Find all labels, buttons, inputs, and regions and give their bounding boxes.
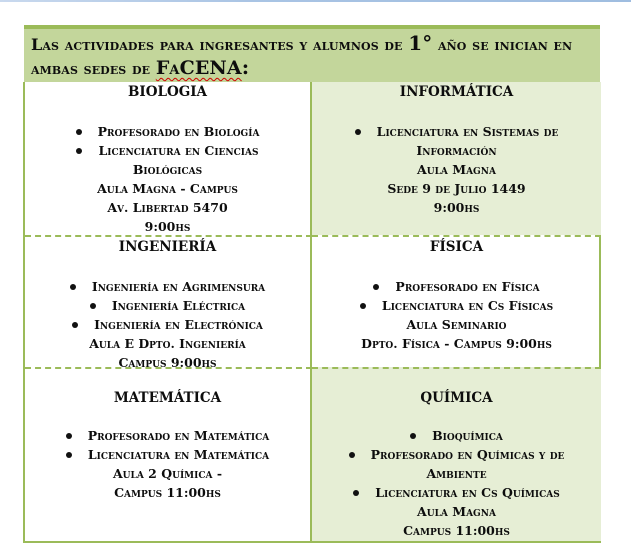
- time: Campus 11:00hs: [114, 485, 221, 500]
- list-item: Profesorado en Física: [318, 277, 595, 296]
- list-item: Ingeniería en Agrimensura: [31, 277, 304, 296]
- section-title: QUÍMICA: [420, 390, 493, 406]
- item-continuation: Información: [416, 143, 497, 158]
- section-title: INFORMÁTICA: [399, 84, 514, 100]
- list-item: Profesorado en Matemática: [31, 426, 304, 445]
- list-item: Ingeniería Eléctrica: [31, 296, 304, 315]
- bullet-icon: [355, 129, 361, 135]
- bullet-icon: [70, 284, 76, 290]
- location: Aula Magna - Campus: [97, 181, 238, 196]
- bullet-icon: [410, 433, 416, 439]
- section-title: FÍSICA: [429, 239, 484, 255]
- section-title: INGENIERÍA: [118, 239, 217, 255]
- location: Aula 2 Química -: [112, 466, 223, 481]
- bullet-icon: [76, 129, 82, 135]
- bullet-icon: [353, 490, 359, 496]
- time: 9:00hs: [144, 219, 191, 234]
- bullet-icon: [90, 303, 96, 309]
- document: [24, 25, 600, 543]
- bullet-icon: [373, 284, 379, 290]
- bullet-icon: [72, 322, 78, 328]
- list-item: Profesorado en Químicas y de: [318, 445, 595, 464]
- list-item: Bioquímica: [318, 426, 595, 445]
- section-matematica: [25, 367, 312, 541]
- list-item: Ingeniería en Electrónica: [31, 315, 304, 334]
- address: Av. Libertad 5470: [107, 200, 228, 215]
- bullet-icon: [66, 433, 72, 439]
- schedule-grid: [23, 82, 601, 543]
- list-item: Licenciatura en Matemática: [31, 445, 304, 464]
- announcement-header: [24, 25, 600, 82]
- header-line1-prefix: Las actividades para ingresantes y alumnos de: [31, 35, 409, 54]
- location: Aula E Dpto. Ingeniería: [89, 336, 246, 351]
- bullet-icon: [360, 303, 366, 309]
- list-item: Licenciatura en Ciencias: [31, 141, 304, 160]
- section-quimica: [312, 367, 601, 541]
- section-title: BIOLOGIA: [127, 84, 208, 100]
- header-line2-prefix: ambas sedes de: [31, 59, 156, 78]
- list-item: Licenciatura en Cs Físicas: [318, 296, 595, 315]
- time: Campus 9:00hs: [118, 355, 217, 370]
- header-line1-suffix: año se inician en: [432, 35, 573, 54]
- section-ingenieria: [25, 235, 312, 370]
- address: Sede 9 de Julio 1449: [387, 181, 526, 196]
- section-biologia: [25, 82, 312, 235]
- section-title: MATEMÁTICA: [113, 390, 222, 406]
- location: Aula Magna: [417, 504, 496, 519]
- time: 9:00hs: [433, 200, 480, 215]
- location: Aula Magna: [417, 162, 496, 177]
- time: Campus 11:00hs: [403, 523, 510, 538]
- header-ordinal: 1°: [408, 31, 433, 55]
- window-top-edge: [0, 0, 631, 2]
- item-continuation: Biológicas: [132, 162, 203, 177]
- list-item: Licenciatura en Sistemas de: [318, 122, 595, 141]
- header-colon: :: [241, 55, 250, 79]
- bullet-icon: [76, 148, 82, 154]
- list-item: Licenciatura en Cs Químicas: [318, 483, 595, 502]
- section-fisica: [312, 235, 601, 367]
- brand-name: FaCENA: [155, 57, 242, 79]
- section-informatica: [312, 82, 601, 235]
- list-item: Profesorado en Biología: [31, 122, 304, 141]
- bullet-icon: [349, 452, 355, 458]
- item-continuation: Ambiente: [426, 466, 487, 481]
- bullet-icon: [66, 452, 72, 458]
- location: Aula Seminario: [406, 317, 507, 332]
- time: Dpto. Física - Campus 9:00hs: [361, 336, 552, 351]
